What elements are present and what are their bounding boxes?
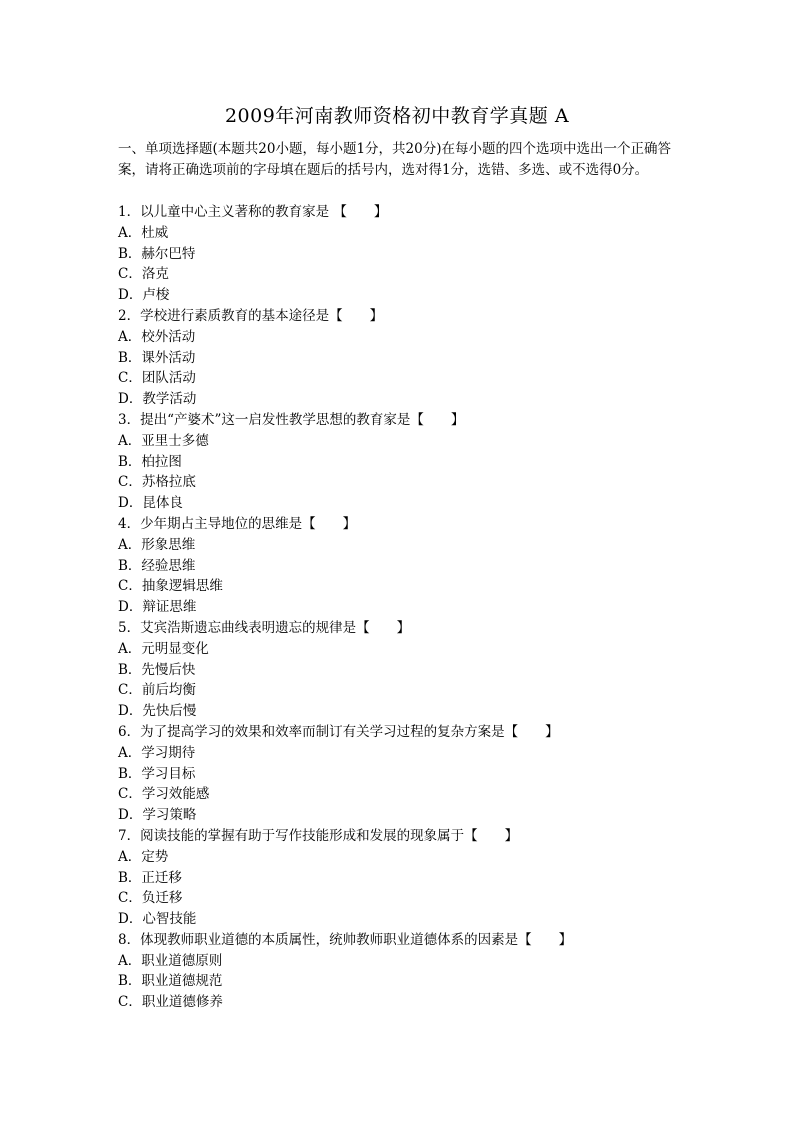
question-stem: 3．提出“产婆术”这一启发性教学思想的教育家是【 】 <box>118 411 465 428</box>
answer-option: A．杜威 <box>118 224 169 241</box>
answer-option: C．洛克 <box>118 266 169 283</box>
answer-option: C．抽象逻辑思维 <box>118 578 223 595</box>
question-list <box>118 202 678 1013</box>
answer-option: B．正迁移 <box>118 869 182 886</box>
answer-option: D．先快后慢 <box>118 703 197 720</box>
answer-option: D．学习策略 <box>118 807 197 824</box>
answer-option: B．课外活动 <box>118 349 196 366</box>
answer-option: C．前后均衡 <box>118 682 196 699</box>
answer-option: B．柏拉图 <box>118 453 182 470</box>
answer-option: C．团队活动 <box>118 370 196 387</box>
answer-option: D．教学活动 <box>118 391 197 408</box>
answer-option: B．赫尔巴特 <box>118 245 196 262</box>
answer-option: A．职业道德原则 <box>118 952 223 969</box>
answer-option: C．负迁移 <box>118 890 183 907</box>
answer-option: D．卢梭 <box>118 287 170 304</box>
question-stem: 8．体现教师职业道德的本质属性，统帅教师职业道德体系的因素是【 】 <box>118 931 573 948</box>
answer-option: C．苏格拉底 <box>118 474 196 491</box>
page-title: 2009年河南教师资格初中教育学真题 A <box>224 105 570 127</box>
question-stem: 6．为了提高学习的效果和效率而制订有关学习过程的复杂方案是【 】 <box>118 723 559 740</box>
question-stem: 5．艾宾浩斯遗忘曲线表明遗忘的规律是【 】 <box>118 619 411 636</box>
answer-option: B．先慢后快 <box>118 661 196 678</box>
question-stem: 2．学校进行素质教育的基本途径是【 】 <box>118 307 384 324</box>
answer-option: B．职业道德规范 <box>118 973 223 990</box>
answer-option: D．昆体良 <box>118 495 183 512</box>
answer-option: A．校外活动 <box>118 328 196 345</box>
answer-option: D．辩证思维 <box>118 599 197 616</box>
question-stem: 4．少年期占主导地位的思维是【 】 <box>118 515 357 532</box>
answer-option: B．经验思维 <box>118 557 196 574</box>
question-stem: 7．阅读技能的掌握有助于写作技能形成和发展的现象属于【 】 <box>118 827 519 844</box>
answer-option: A．元明显变化 <box>118 640 209 657</box>
answer-option: A．形象思维 <box>118 536 196 553</box>
answer-option: A．学习期待 <box>118 744 196 761</box>
section-instructions: 一、单项选择题(本题共20小题，每小题1分，共20分)在每小题的四个选项中选出一个正确答案，请将正确选项前的字母填在题后的括号内，选对得1分，选错、多选、或不选得0分。 <box>118 141 671 178</box>
answer-option: A．定势 <box>118 848 169 865</box>
answer-option: A．亚里士多德 <box>118 432 209 449</box>
answer-option: C．学习效能感 <box>118 786 210 803</box>
answer-option: B．学习目标 <box>118 765 196 782</box>
question-stem: 1．以儿童中心主义著称的教育家是 【 】 <box>118 204 388 220</box>
answer-option: D．心智技能 <box>118 911 197 928</box>
answer-option: C．职业道德修养 <box>118 994 223 1011</box>
